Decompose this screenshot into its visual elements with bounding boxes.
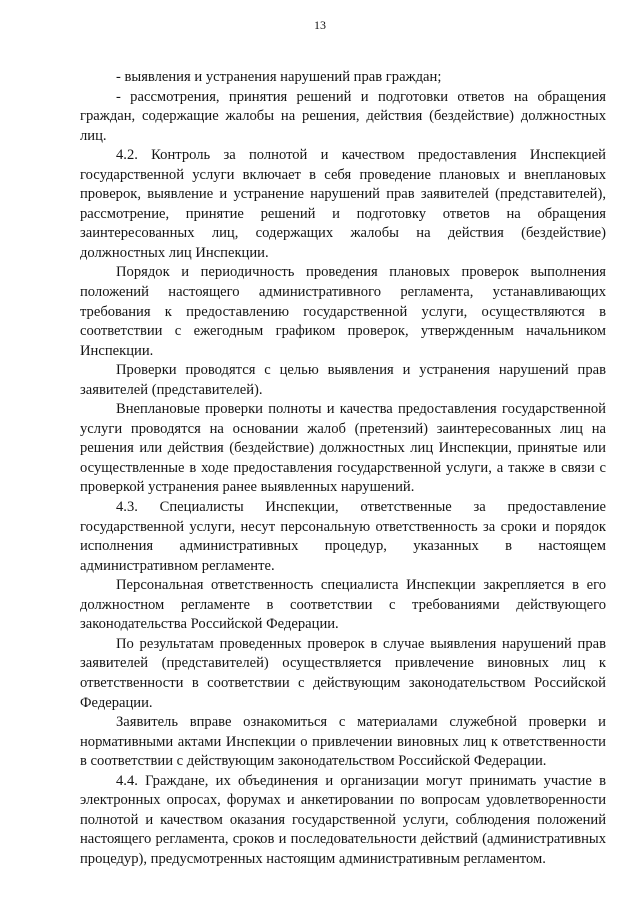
paragraph-4-2: 4.2. Контроль за полнотой и качеством предоставления Инспекцией государственной услуги включает в себя проведение плановых и внеплановых проверок, выявление и устранение нарушений прав заявителей (представителей), рассмотрение, принятие решений и подготовку ответов на обращения заинтересованных лиц, содержащих жалобы на действия (бездействие) должностных лиц Инспекции. (80, 147, 606, 261)
paragraph: Проверки проводятся с целью выявления и устранения нарушений прав заявителей (представителей). (80, 362, 606, 398)
page-number: 13 (314, 18, 326, 32)
paragraph: Заявитель вправе ознакомиться с материалами служебной проверки и нормативными актами Инспекции о привлечении виновных лиц к ответственности в соответствии с действующим законодательством Российской Федерации. (80, 714, 606, 770)
paragraph: Персональная ответственность специалиста Инспекции закрепляется в его должностном регламенте в соответствии с требованиями действующего законодательства Российской Федерации. (80, 577, 606, 633)
paragraph-4-3: 4.3. Специалисты Инспекции, ответственные за предоставление государственной услуги, несут персональную ответственность за сроки и порядок исполнения административных процедур, указанных в настоящем административном регламенте. (80, 499, 606, 574)
paragraph: Порядок и периодичность проведения плановых проверок выполнения положений настоящего административного регламента, устанавливающих требования к предоставлению государственной услуги, осуществляются в соответствии с ежегодным графиком проверок, утвержденным начальником Инспекции. (80, 264, 606, 359)
document-body (80, 68, 606, 869)
paragraph-4-4: 4.4. Граждане, их объединения и организации могут принимать участие в электронных опросах, форумах и анкетировании по вопросам удовлетворенности полнотой и качеством оказания государственной услуги, соблюдения положений настоящего регламента, сроков и последовательности действий (административных процедур), предусмотренных настоящим административным регламентом. (80, 772, 606, 867)
paragraph: Внеплановые проверки полноты и качества предоставления государственной услуги проводятся на основании жалоб (претензий) заинтересованных лиц на решения или действия (бездействие) должностных лиц Инспекции, принятые или осуществленные в ходе предоставления государственной услуги, а также в связи с проверкой устранения ранее выявленных нарушений. (80, 401, 606, 496)
list-item: - выявления и устранения нарушений прав граждан; (116, 69, 442, 85)
list-item: - рассмотрения, принятия решений и подготовки ответов на обращения граждан, содержащие жалобы на решения, действия (бездействие) должностных лиц. (80, 88, 606, 144)
paragraph: По результатам проведенных проверок в случае выявления нарушений прав заявителей (представителей) осуществляется привлечение виновных лиц к ответственности в соответствии с действующим законодательством Российской Федерации. (80, 635, 606, 711)
